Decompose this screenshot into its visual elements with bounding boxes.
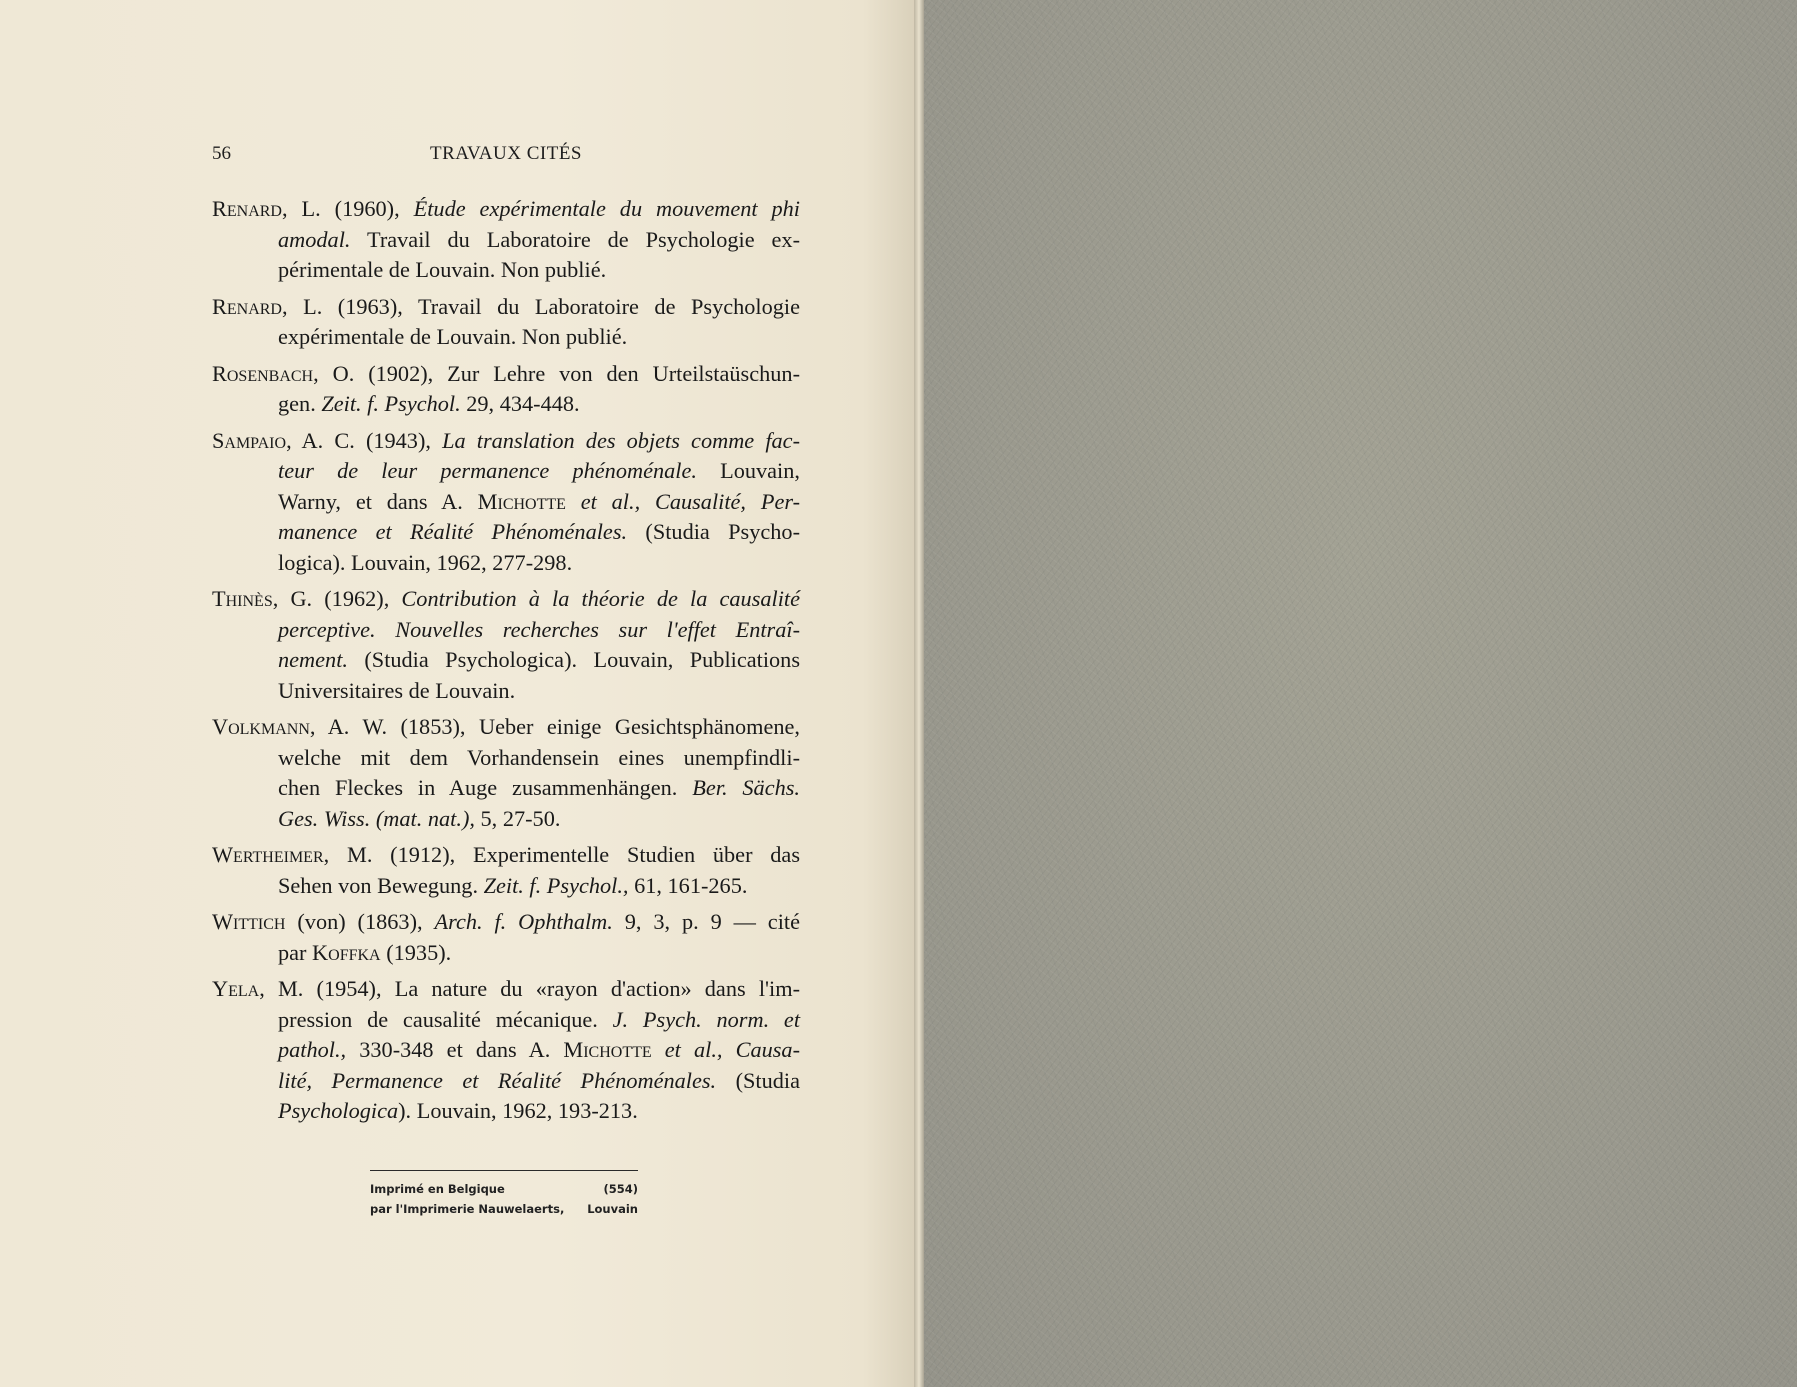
reference-line — [278, 389, 800, 420]
reference-line — [212, 974, 800, 1005]
reference-text: , A. W. (1853), Ueber einige Gesichtsphänomene, — [309, 714, 800, 739]
reference-entry — [212, 292, 800, 353]
reference-text: , G. (1962), — [272, 586, 402, 611]
right-page-endpaper — [924, 0, 1797, 1387]
italic-title: J. Psych. norm. et — [612, 1006, 801, 1032]
reference-text: 330-348 et dans A. — [346, 1037, 564, 1062]
reference-text: expérimentale de Louvain. Non publié. — [278, 324, 628, 349]
reference-entry — [212, 584, 800, 706]
reference-entry — [212, 907, 800, 968]
reference-line — [212, 907, 800, 938]
author-name: Thinès — [212, 586, 273, 611]
reference-line — [278, 871, 800, 902]
reference-text: périmentale de Louvain. Non publié. — [278, 257, 607, 282]
reference-text: welche mit dem Vorhandensein eines unempfindli- — [278, 744, 800, 770]
author-name: Wittich — [212, 909, 286, 934]
reference-line — [278, 1005, 800, 1036]
reference-line — [212, 584, 800, 615]
reference-entry — [212, 426, 800, 579]
book-gutter — [914, 0, 924, 1387]
reference-line — [212, 292, 800, 323]
reference-line — [278, 804, 800, 835]
reference-text: Travail du Laboratoire de Psychologie ex- — [350, 226, 800, 252]
imprint-country: Imprimé en Belgique — [370, 1182, 505, 1196]
reference-line — [278, 456, 800, 487]
italic-title: Étude expérimentale du mouvement phi — [413, 196, 801, 221]
reference-text: (Studia — [716, 1067, 801, 1093]
reference-line — [278, 517, 800, 548]
italic-title: perceptive. Nouvelles recherches sur l'effet Entraî- — [278, 616, 800, 642]
reference-text: gen. — [278, 391, 322, 416]
italic-title: Arch. f. Ophthalm. — [434, 909, 613, 934]
reference-text: , M. (1912), Experimentelle Studien über das — [323, 842, 800, 867]
author-name: Koffka — [312, 939, 381, 965]
reference-line — [278, 743, 800, 774]
reference-text: (Studia Psycho- — [627, 519, 800, 544]
imprint-city: Louvain — [587, 1202, 638, 1216]
reference-entry — [212, 712, 800, 834]
italic-title: lité, Permanence et Réalité Phénoménales. — [278, 1067, 717, 1093]
reference-line — [278, 322, 800, 353]
reference-text: (Studia Psychologica). Louvain, Publications — [347, 647, 800, 672]
italic-title: teur de leur permanence phénoménale. — [278, 458, 697, 483]
reference-text: 29, 434-448. — [460, 391, 580, 416]
reference-text: , A. C. (1943), — [286, 427, 443, 453]
italic-title: et al., Causa- — [664, 1037, 800, 1062]
reference-text: 61, 161-265. — [628, 872, 748, 898]
reference-line — [278, 938, 800, 969]
reference-list — [212, 194, 800, 1133]
italic-title: Ber. Sächs. — [692, 775, 801, 800]
author-name: Renard — [212, 293, 282, 319]
italic-title: Psychologica — [278, 1098, 399, 1123]
reference-entry — [212, 974, 800, 1127]
reference-line — [212, 426, 800, 457]
reference-line — [278, 225, 800, 256]
reference-text: logica). Louvain, 1962, 277-298. — [278, 549, 573, 575]
reference-line — [278, 676, 800, 707]
reference-text: 9, 3, p. 9 — cité — [612, 909, 800, 934]
reference-text: par — [278, 939, 313, 965]
reference-line — [212, 712, 800, 743]
italic-title: Zeit. f. Psychol. — [321, 391, 461, 416]
author-name: Sampaio — [212, 427, 287, 453]
author-name: Yela — [212, 976, 260, 1001]
reference-line — [212, 359, 800, 390]
reference-text: , O. (1902), Zur Lehre von den Urteilstaüschun- — [313, 360, 800, 386]
reference-line — [278, 773, 800, 804]
reference-text — [566, 489, 581, 514]
author-name: Renard — [212, 196, 282, 221]
reference-line — [278, 615, 800, 646]
reference-text: 5, 27-50. — [474, 805, 561, 831]
italic-title: manence et Réalité Phénoménales. — [278, 519, 628, 544]
reference-text: Louvain, — [696, 458, 800, 483]
reference-text: (1935). — [380, 939, 452, 965]
reference-text: , L. (1963), Travail du Laboratoire de Psychologie — [281, 293, 800, 319]
italic-title: Ges. Wiss. (mat. nat.), — [278, 805, 475, 831]
reference-text: , M. (1954), La nature du «rayon d'action» dans l'im- — [259, 976, 800, 1001]
author-name: Rosenbach — [212, 360, 314, 386]
reference-entry — [212, 359, 800, 420]
reference-line — [212, 194, 800, 225]
reference-text: Sehen von Bewegung. — [278, 872, 484, 898]
reference-text: , L. (1960), — [281, 196, 414, 221]
reference-text: pression de causalité mécanique. — [278, 1006, 613, 1032]
reference-line — [278, 548, 800, 579]
imprint-printer: par l'Imprimerie Nauwelaerts, — [370, 1202, 565, 1216]
italic-title: pathol., — [278, 1037, 347, 1062]
reference-line — [278, 1096, 800, 1127]
italic-title: Contribution à la théorie de la causalité — [401, 586, 800, 611]
reference-text: (von) (1863), — [285, 909, 435, 934]
printer-imprint — [370, 1170, 638, 1219]
author-name: Wertheimer — [212, 842, 324, 867]
italic-title: Zeit. f. Psychol., — [483, 872, 629, 898]
reference-text: Universitaires de Louvain. — [278, 677, 516, 703]
page-header — [212, 143, 800, 167]
imprint-code: (554) — [603, 1182, 638, 1196]
author-name: Volkmann — [212, 714, 310, 739]
author-name: Michotte — [477, 488, 566, 514]
reference-text — [652, 1037, 665, 1062]
reference-entry — [212, 194, 800, 286]
reference-text: Warny, et dans A. — [278, 488, 478, 514]
reference-line — [212, 840, 800, 871]
reference-entry — [212, 840, 800, 901]
reference-line — [278, 487, 800, 518]
running-title: TRAVAUX CITÉS — [429, 143, 582, 164]
page-number: 56 — [212, 143, 231, 164]
reference-text: chen Fleckes in Auge zusammenhängen. — [278, 775, 693, 800]
reference-line — [278, 1066, 800, 1097]
author-name: Michotte — [563, 1037, 652, 1062]
reference-line — [278, 255, 800, 286]
italic-title: et al., Causalité, Per- — [580, 488, 800, 514]
italic-title: amodal. — [278, 226, 351, 252]
italic-title: La translation des objets comme fac- — [442, 427, 800, 453]
reference-line — [278, 645, 800, 676]
reference-line — [278, 1035, 800, 1066]
italic-title: nement. — [278, 647, 348, 672]
reference-text: ). Louvain, 1962, 193-213. — [398, 1098, 638, 1123]
